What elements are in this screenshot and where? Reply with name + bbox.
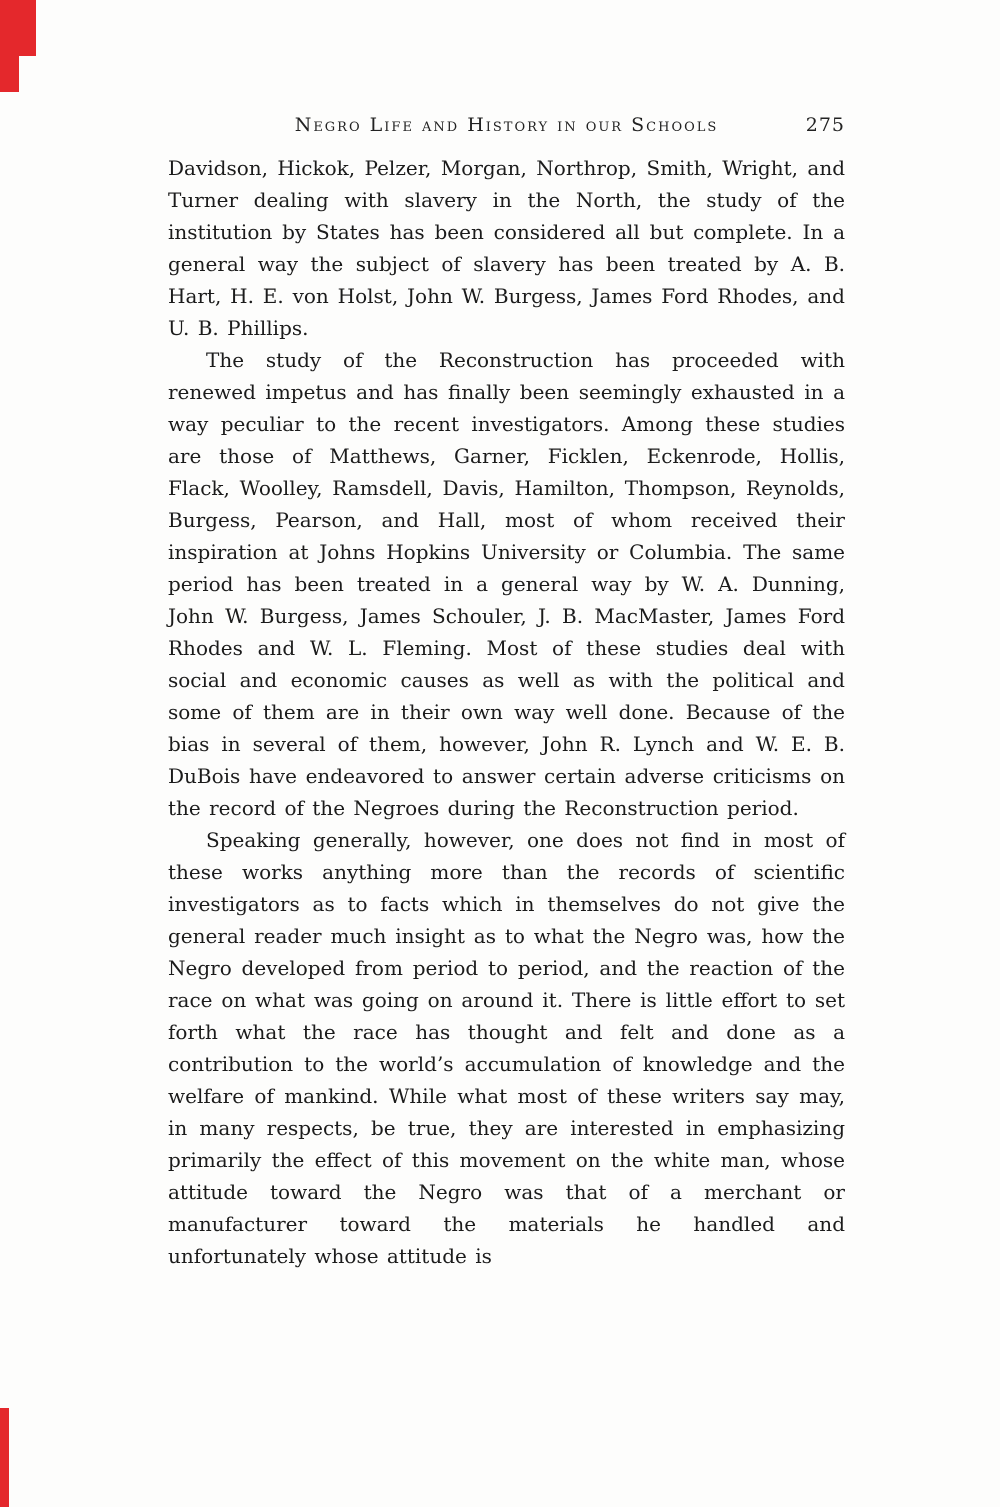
paragraph-3: Speaking generally, however, one does not find in most of these works anything more than the records of scientific investigators as to facts which in themselves do not give the general reader much insight as to what the Negro was, how the Negro developed from period to period, and the reaction of the race on what was going on around it. There is little effort to set forth what the race has thought and felt and done as a contribution to the world’s accumulation of knowledge and the welfare of mankind. While what most of these writers say may, in many respects, be true, they are interested in emphasizing primarily the effect of this movement on the white man, whose attitude toward the Negro was that of a merchant or manufacturer toward the materials he handled and unfortunately whose attitude is <box>168 828 845 1268</box>
page-number: 275 <box>805 114 845 136</box>
paragraph-1: Davidson, Hickok, Pelzer, Morgan, Northrop, Smith, Wright, and Turner dealing with slavery in the North, the study of the institution by States has been considered all but complete. In a general way the subject of slavery has been treated by A. B. Hart, H. E. von Holst, John W. Burgess, James Ford Rhodes, and U. B. Phillips. <box>168 156 845 340</box>
paragraph-2: The study of the Reconstruction has proceeded with renewed impetus and has finally been seemingly exhausted in a way peculiar to the recent investigators. Among these studies are those of Matthews, Garner, Ficklen, Eckenrode, Hollis, Flack, Woolley, Ramsdell, Davis, Hamilton, Thompson, Reynolds, Burgess, Pearson, and Hall, most of whom received their inspiration at Johns Hopkins University or Columbia. The same period has been treated in a general way by W. A. Dunning, John W. Burgess, James Schouler, J. B. MacMaster, James Ford Rhodes and W. L. Fleming. Most of these studies deal with social and economic causes as well as with the political and some of them are in their own way well done. Because of the bias in several of them, however, John R. Lynch and W. E. B. DuBois have endeavored to answer certain adverse criticisms on the record of the Negroes during the Reconstruction period. <box>168 348 845 820</box>
running-header <box>168 114 845 136</box>
scan-artifact-bottom-left <box>0 1408 9 1507</box>
running-title: Negro Life and History in our Schools <box>294 114 719 136</box>
body-text <box>168 152 845 1272</box>
